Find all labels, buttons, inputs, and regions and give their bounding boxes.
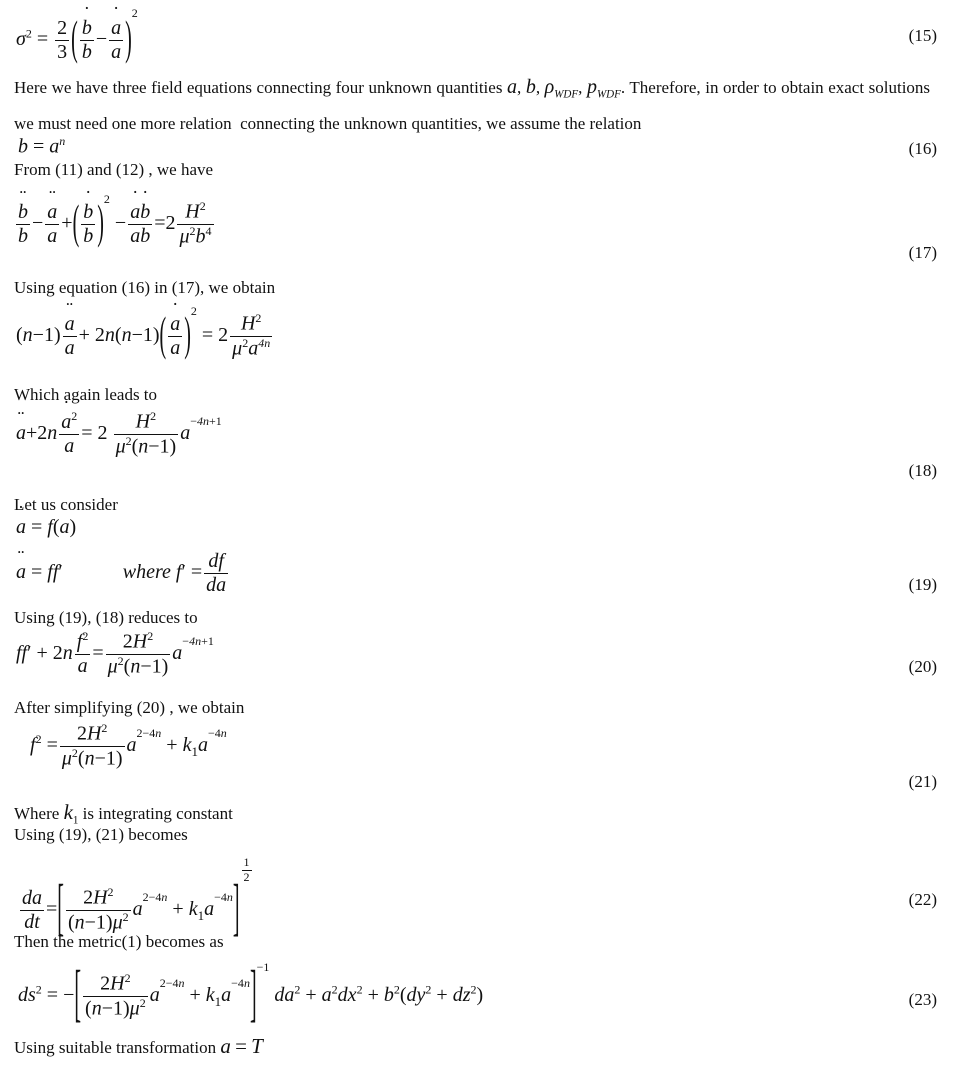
paragraph-using-19-21: Using (19), (21) becomes bbox=[14, 825, 188, 844]
equation-19: a ¨ = ff′ where f′ = $\frac{df}{da}$ bbox=[16, 550, 230, 597]
paragraph-using-19-18: Using (19), (18) reduces to bbox=[14, 608, 198, 627]
equation-number-20: (20) bbox=[908, 657, 937, 676]
equation-18: a ¨+2n $\frac{a ˙^2}{a}$ = 2 $\frac{H^2}{\mu^2(n-1)}$ $a^{-4n+1}$ bbox=[16, 410, 222, 458]
paragraph-after-simplifying: After simplifying (20) , we obtain bbox=[14, 698, 245, 717]
equation-number-22: (22) bbox=[908, 890, 937, 909]
equation-number-18: (18) bbox=[908, 461, 937, 480]
equation-number-15: (15) bbox=[908, 26, 937, 45]
paragraph-from-11-12: From (11) and (12) , we have bbox=[14, 160, 214, 179]
paragraph-using-16-in-17: Using equation (16) in (17), we obtain bbox=[14, 278, 276, 297]
equation-17b: (n−1) $\frac{a ¨}{a}$ + 2n(n−1)( $\frac{a ˙}{a}$ )$^2$ = 2 $\frac{H^2}{\mu^2a^{4n}}$ bbox=[16, 304, 274, 361]
equation-16: $b = a^n$ bbox=[18, 134, 66, 158]
equation-17: $\frac{b ¨}{b}$ − $\frac{a ¨}{a}$ +( $\frac{b ˙}{b}$ )$^2$ − $\frac{a ˙b ˙}{ab}$ =2 $\frac{H^2}{\mu^2b^4}$ bbox=[14, 192, 216, 249]
equation-number-17: (17) bbox=[908, 243, 937, 262]
equation-21: $f^2$ = $\frac{2H^2}{\mu^2(n-1)}$ $a^{2-4n} + k_1a^{-4n}$ bbox=[30, 721, 227, 770]
paragraph-then-metric: Then the metric(1) becomes as bbox=[14, 932, 224, 951]
paragraph-let-us-consider: Let us consider bbox=[14, 495, 118, 514]
paragraph-field-equations: Here we have three field equations connecting four unknown quantities a, b, $\rho_{WDF}$, $p_{WDF}$. Therefore, in order to obtain exact solutions we must need one more relation connecting the unknown quantities, we assume the relation bbox=[14, 76, 931, 134]
equation-23: $ds^2$ = −[ $\frac{2H^2}{(n-1)\mu^2}$ $a^{2-4n} + k_1a^{-4n}]^{-1}$ $da^2 + a^2dx^2 + b^2(dy^2 + dz^2)$ bbox=[18, 959, 484, 1031]
paragraph-where-k1: Where $k_1$ is integrating constant bbox=[14, 800, 233, 827]
equation-number-21: (21) bbox=[908, 772, 937, 791]
equation-20: ff′ + 2n $\frac{f^2}{a}$ = $\frac{2H^2}{\mu^2(n-1)}$ $a^{-4n+1}$ bbox=[16, 629, 214, 678]
equation-number-19: (19) bbox=[908, 575, 937, 594]
equation-19a: a ˙ = f(a) bbox=[16, 516, 76, 539]
paragraph-which-again: Which again leads to bbox=[14, 385, 158, 404]
equation-number-23: (23) bbox=[908, 990, 937, 1009]
equation-15: $\sigma^2$ = $\frac{2}{3}$ ( $\frac{b ˙}{b}$ − $\frac{a ˙}{a}$ )$^2$ bbox=[16, 6, 138, 64]
equation-number-16: (16) bbox=[908, 139, 937, 158]
equation-22: $\frac{da}{dt}$ =[ $\frac{2H^2}{(n-1)\mu^2}$ $a^{2-4n} + k_1a^{-4n}$] $\frac{1}{2}$ bbox=[22, 855, 250, 944]
paragraph-using-transformation: Using suitable transformation a = T bbox=[14, 1034, 263, 1058]
